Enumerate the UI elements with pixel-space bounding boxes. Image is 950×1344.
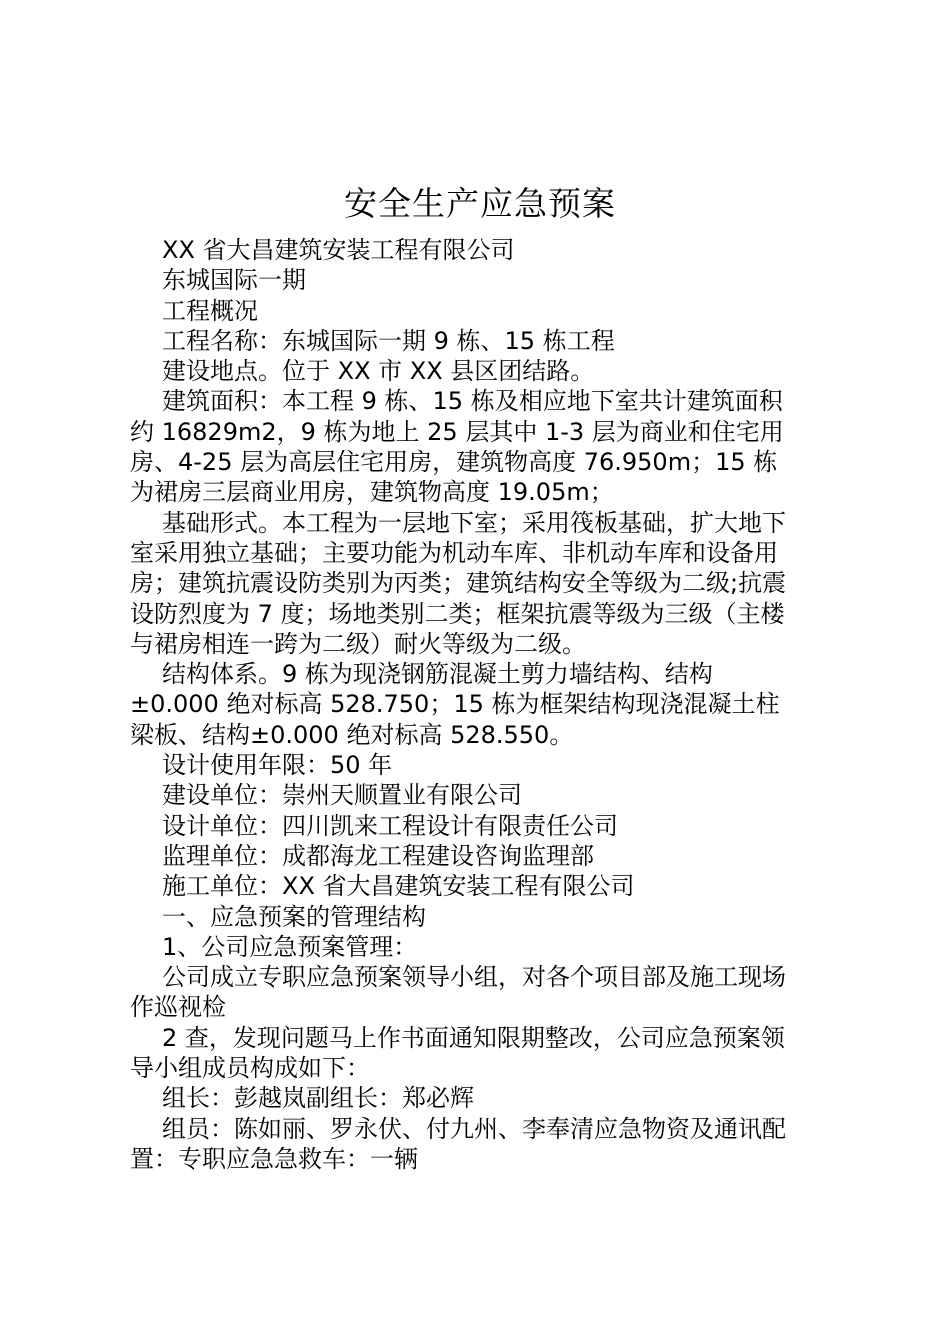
text-line: 基础形式。本工程为一层地下室；采用筏板基础，扩大地下 [162,508,786,537]
text-line: 作巡视检 [130,993,226,1022]
paragraph-section-overview [130,296,830,326]
paragraph-project-name [130,265,830,295]
text-line: 为裙房三层商业用房，建筑物高度 19.05m； [130,478,614,507]
text-line: 设计使用年限：50 年 [162,751,393,780]
text-line: 2 查，发现问题马上作书面通知限期整改，公司应急预案领 [162,1023,785,1052]
text-line: 建设单位：崇州天顺置业有限公司 [162,781,522,810]
paragraph-location [130,356,830,386]
text-line: 房；建筑抗震设防类别为丙类；建筑结构安全等级为二级;抗震 [130,569,787,598]
text-line: 工程概况 [162,296,258,325]
text-line: 施工单位：XX 省大昌建筑安装工程有限公司 [162,872,635,901]
paragraph-design-life [130,750,830,780]
paragraph-area [130,386,830,507]
document-body [130,235,830,1174]
text-line: 组长：彭越岚副组长：郑必辉 [162,1084,474,1113]
paragraph-leadership-group [130,962,830,1023]
text-line: 建设地点。位于 XX 市 XX 县区团结路。 [162,357,595,386]
text-line: ±0.000 绝对标高 528.750；15 栋为框架结构现浇混凝土柱 [130,690,780,719]
paragraph-owner [130,780,830,810]
paragraph-contractor [130,871,830,901]
paragraph-leaders [130,1083,830,1113]
text-line: 工程名称：东城国际一期 9 栋、15 栋工程 [162,326,615,355]
text-line: 置：专职应急急救车：一辆 [130,1144,418,1173]
paragraph-designer [130,811,830,841]
paragraph-foundation [130,508,830,659]
paragraph-members [130,1114,830,1175]
paragraph-company [130,235,830,265]
text-line: XX 省大昌建筑安装工程有限公司 [162,236,515,264]
text-line: 导小组成员构成如下： [130,1054,370,1083]
paragraph-subsection-company [130,932,830,962]
text-line: 室采用独立基础；主要功能为机动车库、非机动车库和设备用 [130,538,778,567]
paragraph-structure [130,659,830,750]
text-line: 与裙房相连一跨为二级）耐火等级为二级。 [130,629,586,658]
paragraph-inspection [130,1023,830,1084]
text-line: 公司成立专职应急预案领导小组，对各个项目部及施工现场 [162,963,786,992]
paragraph-section-management [130,902,830,932]
paragraph-supervisor [130,841,830,871]
text-line: 约 16829m2，9 栋为地上 25 层其中 1-3 层为商业和住宅用 [130,417,784,446]
text-line: 设防烈度为 7 度；场地类别二类；框架抗震等级为三级（主楼 [130,599,785,628]
text-line: 一、应急预案的管理结构 [162,902,426,931]
text-line: 东城国际一期 [162,266,306,295]
paragraph-project-title [130,326,830,356]
text-line: 组员：陈如丽、罗永伏、付九州、李奉清应急物资及通讯配 [162,1114,786,1143]
text-line: 建筑面积：本工程 9 栋、15 栋及相应地下室共计建筑面积 [162,387,783,416]
document-title: 安全生产应急预案 [344,184,616,223]
text-line: 房、4-25 层为高层住宅用房，建筑物高度 76.950m；15 栋 [130,448,778,477]
text-line: 结构体系。9 栋为现浇钢筋混凝土剪力墙结构、结构 [162,660,713,689]
text-line: 监理单位：成都海龙工程建设咨询监理部 [162,841,594,870]
text-line: 1、公司应急预案管理： [162,932,418,961]
text-line: 梁板、结构±0.000 绝对标高 528.550。 [130,720,574,749]
text-line: 设计单位：四川凯来工程设计有限责任公司 [162,811,618,840]
